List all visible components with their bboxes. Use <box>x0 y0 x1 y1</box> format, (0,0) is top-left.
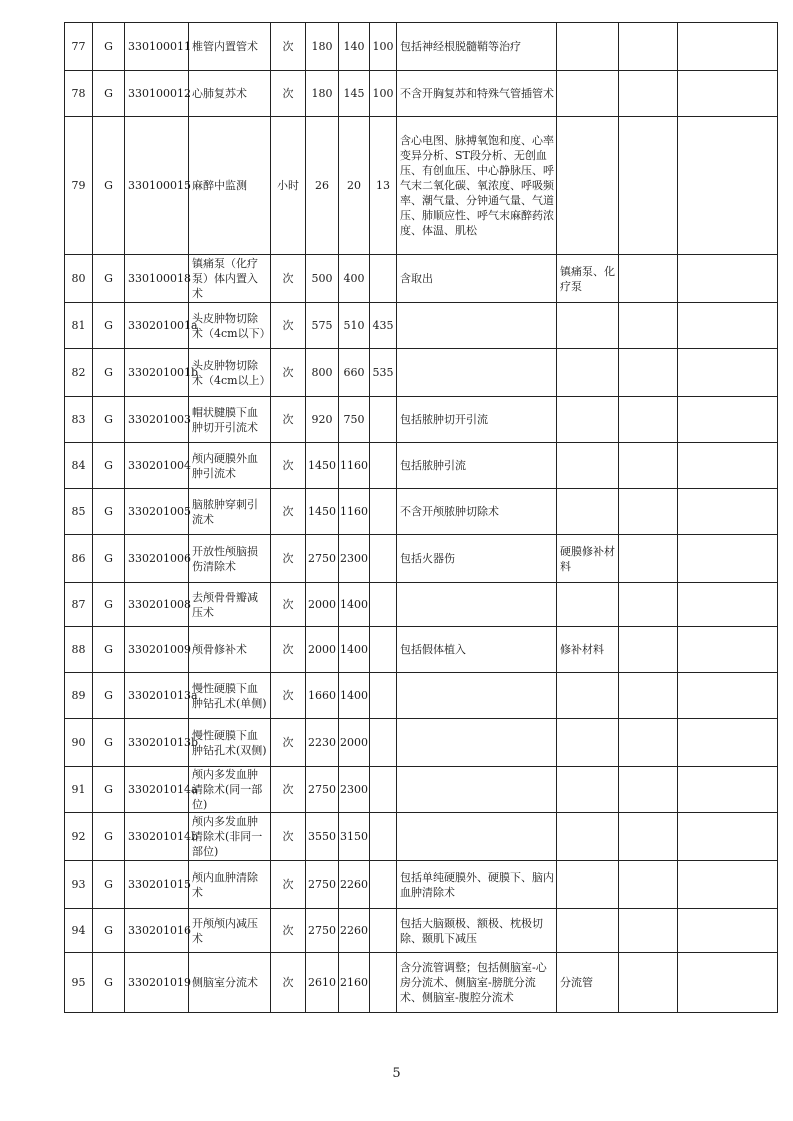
blank-cell <box>678 71 778 117</box>
remarks <box>619 489 678 535</box>
excluded-items: 镇痛泵、化疗泵 <box>557 255 619 303</box>
category-code: G <box>93 953 125 1013</box>
item-name: 头皮肿物切除术（4cm以上） <box>189 349 271 397</box>
row-number: 93 <box>65 861 93 909</box>
table-row <box>65 255 778 303</box>
excluded-items <box>557 767 619 813</box>
table-row <box>65 397 778 443</box>
item-description: 包括假体植入 <box>397 627 557 673</box>
item-name: 心肺复苏术 <box>189 71 271 117</box>
category-code: G <box>93 535 125 583</box>
category-code: G <box>93 813 125 861</box>
category-code: G <box>93 255 125 303</box>
row-number: 84 <box>65 443 93 489</box>
item-name: 镇痛泵（化疗泵）体内置入术 <box>189 255 271 303</box>
remarks <box>619 117 678 255</box>
remarks <box>619 909 678 953</box>
price-level-3 <box>370 673 397 719</box>
category-code: G <box>93 117 125 255</box>
price-level-2: 1400 <box>339 627 370 673</box>
category-code: G <box>93 719 125 767</box>
category-code: G <box>93 583 125 627</box>
item-code: 330201013a <box>125 673 189 719</box>
excluded-items <box>557 117 619 255</box>
price-table <box>64 22 778 1013</box>
row-number: 83 <box>65 397 93 443</box>
row-number: 92 <box>65 813 93 861</box>
price-level-1: 500 <box>306 255 339 303</box>
table-row <box>65 117 778 255</box>
item-code: 330201005 <box>125 489 189 535</box>
remarks <box>619 627 678 673</box>
price-level-1: 575 <box>306 303 339 349</box>
price-level-3: 535 <box>370 349 397 397</box>
unit: 次 <box>271 767 306 813</box>
item-description: 含取出 <box>397 255 557 303</box>
price-level-2: 3150 <box>339 813 370 861</box>
table-row <box>65 71 778 117</box>
price-level-2: 2260 <box>339 861 370 909</box>
remarks <box>619 71 678 117</box>
price-level-1: 180 <box>306 71 339 117</box>
row-number: 80 <box>65 255 93 303</box>
item-name: 颅内硬膜外血肿引流术 <box>189 443 271 489</box>
unit: 次 <box>271 443 306 489</box>
item-name: 颅内血肿清除术 <box>189 861 271 909</box>
blank-cell <box>678 303 778 349</box>
category-code: G <box>93 303 125 349</box>
remarks <box>619 861 678 909</box>
price-level-3 <box>370 583 397 627</box>
price-level-1: 180 <box>306 23 339 71</box>
blank-cell <box>678 349 778 397</box>
price-level-1: 2750 <box>306 535 339 583</box>
row-number: 91 <box>65 767 93 813</box>
item-name: 颅内多发血肿清除术(同一部位) <box>189 767 271 813</box>
item-name: 椎管内置管术 <box>189 23 271 71</box>
blank-cell <box>678 489 778 535</box>
price-level-2: 400 <box>339 255 370 303</box>
blank-cell <box>678 767 778 813</box>
unit: 次 <box>271 303 306 349</box>
item-code: 330201006 <box>125 535 189 583</box>
excluded-items <box>557 71 619 117</box>
price-level-2: 1400 <box>339 583 370 627</box>
price-level-1: 1660 <box>306 673 339 719</box>
remarks <box>619 813 678 861</box>
price-level-3: 13 <box>370 117 397 255</box>
price-level-3: 100 <box>370 23 397 71</box>
table-row <box>65 953 778 1013</box>
unit: 次 <box>271 673 306 719</box>
item-name: 帽状腱膜下血肿切开引流术 <box>189 397 271 443</box>
excluded-items <box>557 443 619 489</box>
item-code: 330100015 <box>125 117 189 255</box>
item-code: 330201013b <box>125 719 189 767</box>
price-level-3 <box>370 767 397 813</box>
excluded-items: 分流管 <box>557 953 619 1013</box>
item-description: 包括神经根脱髓鞘等治疗 <box>397 23 557 71</box>
item-description <box>397 583 557 627</box>
table-row <box>65 909 778 953</box>
blank-cell <box>678 443 778 489</box>
category-code: G <box>93 23 125 71</box>
price-level-3 <box>370 627 397 673</box>
category-code: G <box>93 627 125 673</box>
category-code: G <box>93 71 125 117</box>
item-description <box>397 349 557 397</box>
item-description <box>397 719 557 767</box>
price-level-3 <box>370 719 397 767</box>
price-level-3: 100 <box>370 71 397 117</box>
price-level-2: 2300 <box>339 535 370 583</box>
remarks <box>619 673 678 719</box>
blank-cell <box>678 583 778 627</box>
price-level-1: 920 <box>306 397 339 443</box>
category-code: G <box>93 767 125 813</box>
item-description: 不含开胸复苏和特殊气管插管术 <box>397 71 557 117</box>
price-level-2: 750 <box>339 397 370 443</box>
item-name: 慢性硬膜下血肿钻孔术(单侧) <box>189 673 271 719</box>
remarks <box>619 535 678 583</box>
item-code: 330100012 <box>125 71 189 117</box>
item-description: 不含开颅脓肿切除术 <box>397 489 557 535</box>
table-row <box>65 535 778 583</box>
excluded-items <box>557 23 619 71</box>
price-level-1: 1450 <box>306 443 339 489</box>
item-name: 开颅颅内减压术 <box>189 909 271 953</box>
price-level-2: 140 <box>339 23 370 71</box>
item-name: 开放性颅脑损伤清除术 <box>189 535 271 583</box>
price-level-1: 2750 <box>306 767 339 813</box>
unit: 次 <box>271 397 306 443</box>
price-level-2: 510 <box>339 303 370 349</box>
price-level-1: 2000 <box>306 583 339 627</box>
price-level-3 <box>370 397 397 443</box>
item-name: 侧脑室分流术 <box>189 953 271 1013</box>
excluded-items <box>557 813 619 861</box>
item-description <box>397 673 557 719</box>
blank-cell <box>678 673 778 719</box>
price-level-2: 2000 <box>339 719 370 767</box>
item-description: 包括脓肿引流 <box>397 443 557 489</box>
item-description: 包括单纯硬膜外、硬膜下、脑内血肿清除术 <box>397 861 557 909</box>
price-level-1: 1450 <box>306 489 339 535</box>
price-level-3 <box>370 861 397 909</box>
excluded-items <box>557 303 619 349</box>
blank-cell <box>678 953 778 1013</box>
excluded-items <box>557 673 619 719</box>
table-row <box>65 767 778 813</box>
category-code: G <box>93 397 125 443</box>
table-row <box>65 443 778 489</box>
excluded-items <box>557 909 619 953</box>
item-code: 330100011 <box>125 23 189 71</box>
remarks <box>619 953 678 1013</box>
row-number: 81 <box>65 303 93 349</box>
remarks <box>619 443 678 489</box>
price-level-3 <box>370 443 397 489</box>
unit: 次 <box>271 23 306 71</box>
unit: 次 <box>271 813 306 861</box>
item-code: 330201008 <box>125 583 189 627</box>
row-number: 78 <box>65 71 93 117</box>
price-level-1: 2230 <box>306 719 339 767</box>
item-code: 330201004 <box>125 443 189 489</box>
unit: 次 <box>271 953 306 1013</box>
unit: 次 <box>271 909 306 953</box>
item-code: 330201014a <box>125 767 189 813</box>
item-name: 脑脓肿穿刺引流术 <box>189 489 271 535</box>
price-level-2: 2160 <box>339 953 370 1013</box>
blank-cell <box>678 535 778 583</box>
price-level-2: 145 <box>339 71 370 117</box>
price-level-1: 3550 <box>306 813 339 861</box>
item-description: 含心电图、脉搏氧饱和度、心率变异分析、ST段分析、无创血压、有创血压、中心静脉压、呼气末二氧化碳、氧浓度、呼吸频率、潮气量、分钟通气量、气道压、肺顺应性、呼气末麻醉药浓度、体温、肌松 <box>397 117 557 255</box>
remarks <box>619 255 678 303</box>
row-number: 85 <box>65 489 93 535</box>
remarks <box>619 397 678 443</box>
unit: 次 <box>271 489 306 535</box>
item-name: 慢性硬膜下血肿钻孔术(双侧) <box>189 719 271 767</box>
item-description: 包括脓肿切开引流 <box>397 397 557 443</box>
remarks <box>619 583 678 627</box>
excluded-items <box>557 489 619 535</box>
price-level-2: 1160 <box>339 489 370 535</box>
item-code: 330100018 <box>125 255 189 303</box>
item-name: 头皮肿物切除术（4cm以下） <box>189 303 271 349</box>
excluded-items <box>557 861 619 909</box>
item-name: 颅骨修补术 <box>189 627 271 673</box>
blank-cell <box>678 23 778 71</box>
price-level-3 <box>370 489 397 535</box>
excluded-items <box>557 583 619 627</box>
row-number: 86 <box>65 535 93 583</box>
category-code: G <box>93 909 125 953</box>
item-code: 330201003 <box>125 397 189 443</box>
page-number: 5 <box>392 1066 401 1081</box>
remarks <box>619 303 678 349</box>
row-number: 79 <box>65 117 93 255</box>
blank-cell <box>678 909 778 953</box>
item-code: 330201001a <box>125 303 189 349</box>
item-code: 330201016 <box>125 909 189 953</box>
blank-cell <box>678 813 778 861</box>
table-row <box>65 813 778 861</box>
excluded-items: 硬膜修补材料 <box>557 535 619 583</box>
price-level-2: 2260 <box>339 909 370 953</box>
remarks <box>619 767 678 813</box>
unit: 次 <box>271 255 306 303</box>
item-code: 330201009 <box>125 627 189 673</box>
item-code: 330201015 <box>125 861 189 909</box>
table-row <box>65 23 778 71</box>
table-row <box>65 719 778 767</box>
unit: 次 <box>271 71 306 117</box>
row-number: 94 <box>65 909 93 953</box>
unit: 次 <box>271 627 306 673</box>
excluded-items <box>557 719 619 767</box>
unit: 次 <box>271 719 306 767</box>
blank-cell <box>678 117 778 255</box>
price-level-3 <box>370 255 397 303</box>
blank-cell <box>678 255 778 303</box>
price-level-2: 1160 <box>339 443 370 489</box>
price-level-1: 2750 <box>306 909 339 953</box>
row-number: 77 <box>65 23 93 71</box>
price-level-1: 2000 <box>306 627 339 673</box>
excluded-items: 修补材料 <box>557 627 619 673</box>
price-level-2: 1400 <box>339 673 370 719</box>
category-code: G <box>93 349 125 397</box>
remarks <box>619 23 678 71</box>
table-row <box>65 489 778 535</box>
unit: 次 <box>271 349 306 397</box>
row-number: 82 <box>65 349 93 397</box>
row-number: 88 <box>65 627 93 673</box>
price-level-2: 20 <box>339 117 370 255</box>
category-code: G <box>93 443 125 489</box>
unit: 次 <box>271 583 306 627</box>
category-code: G <box>93 673 125 719</box>
price-level-2: 660 <box>339 349 370 397</box>
unit: 次 <box>271 861 306 909</box>
item-description: 包括大脑颞极、额极、枕极切除、颞肌下减压 <box>397 909 557 953</box>
price-level-2: 2300 <box>339 767 370 813</box>
price-level-3 <box>370 535 397 583</box>
item-description <box>397 303 557 349</box>
remarks <box>619 349 678 397</box>
price-level-1: 2610 <box>306 953 339 1013</box>
unit: 次 <box>271 535 306 583</box>
excluded-items <box>557 349 619 397</box>
blank-cell <box>678 719 778 767</box>
category-code: G <box>93 861 125 909</box>
price-level-3: 435 <box>370 303 397 349</box>
item-code: 330201001b <box>125 349 189 397</box>
price-level-1: 26 <box>306 117 339 255</box>
item-name: 颅内多发血肿清除术(非同一部位) <box>189 813 271 861</box>
excluded-items <box>557 397 619 443</box>
price-level-3 <box>370 909 397 953</box>
row-number: 87 <box>65 583 93 627</box>
category-code: G <box>93 489 125 535</box>
table-row <box>65 303 778 349</box>
price-level-1: 800 <box>306 349 339 397</box>
table-row <box>65 861 778 909</box>
row-number: 89 <box>65 673 93 719</box>
price-level-3 <box>370 953 397 1013</box>
item-description: 含分流管调整；包括侧脑室-心房分流术、侧脑室-膀胱分流术、侧脑室-腹腔分流术 <box>397 953 557 1013</box>
table-row <box>65 627 778 673</box>
table-row <box>65 673 778 719</box>
unit: 小时 <box>271 117 306 255</box>
blank-cell <box>678 861 778 909</box>
item-name: 去颅骨骨瓣减压术 <box>189 583 271 627</box>
price-level-1: 2750 <box>306 861 339 909</box>
item-description <box>397 813 557 861</box>
blank-cell <box>678 627 778 673</box>
item-code: 330201019 <box>125 953 189 1013</box>
item-description <box>397 767 557 813</box>
price-level-3 <box>370 813 397 861</box>
item-description: 包括火器伤 <box>397 535 557 583</box>
remarks <box>619 719 678 767</box>
row-number: 90 <box>65 719 93 767</box>
blank-cell <box>678 397 778 443</box>
item-code: 330201014b <box>125 813 189 861</box>
item-name: 麻醉中监测 <box>189 117 271 255</box>
row-number: 95 <box>65 953 93 1013</box>
table-row <box>65 583 778 627</box>
table-row <box>65 349 778 397</box>
